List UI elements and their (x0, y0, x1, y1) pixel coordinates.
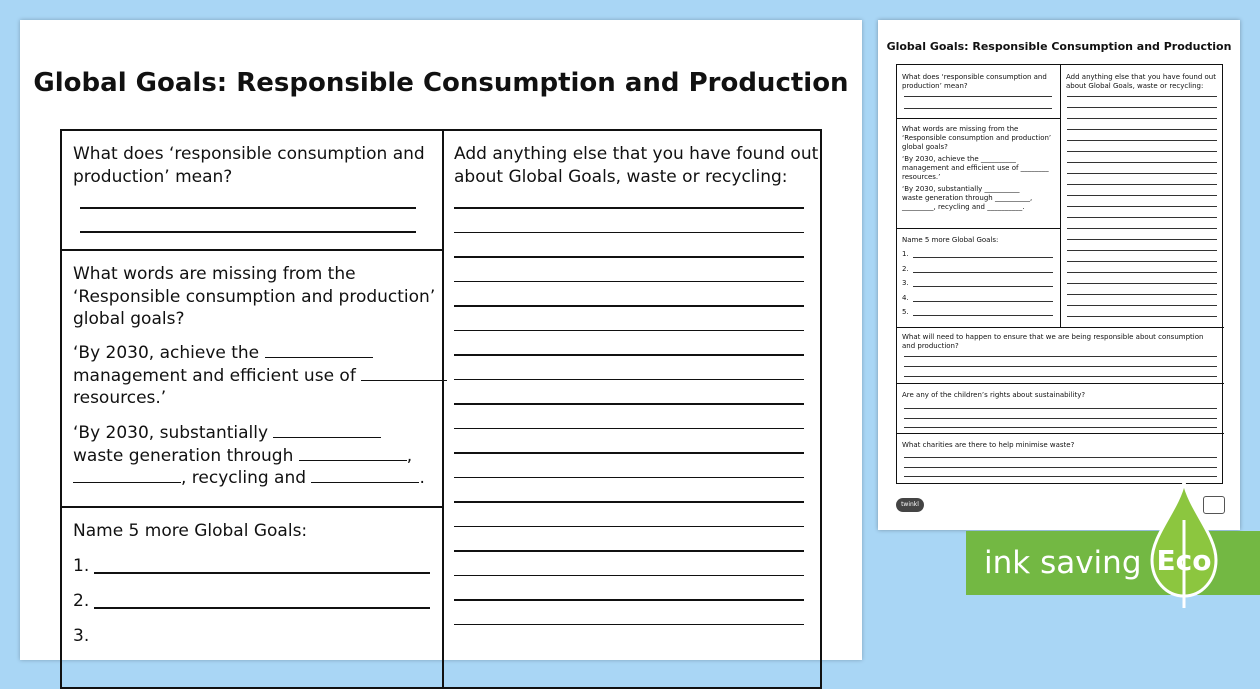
answer-line[interactable] (94, 607, 430, 609)
answer-line (1067, 316, 1217, 317)
ink-saving-label: ink saving (984, 545, 1142, 581)
goal-number: 3. (73, 626, 90, 646)
answer-line[interactable] (454, 354, 804, 356)
answer-line[interactable] (454, 624, 804, 626)
answer-line (913, 272, 1053, 273)
answer-line[interactable] (454, 477, 804, 479)
answer-line[interactable] (454, 256, 804, 258)
answer-line[interactable] (454, 379, 804, 381)
question-line: management and efficient use of ________ (902, 164, 1049, 172)
question-line: ‘By 2030, substantially __________ (902, 185, 1020, 193)
answer-line (1067, 294, 1217, 295)
thumbnail-question: Name 5 more Global Goals: (902, 236, 999, 244)
question-anything-else (454, 143, 818, 188)
goal-number: 1. (902, 250, 909, 258)
sentence-text: . (419, 468, 425, 488)
thumbnail-question (902, 125, 1051, 212)
row-divider (897, 228, 1060, 229)
answer-line (1067, 118, 1217, 119)
thumbnail-title: Global Goals: Responsible Consumption and Production (886, 40, 1232, 53)
answer-line[interactable] (454, 232, 804, 234)
answer-line (904, 408, 1217, 409)
eco-leaf-icon (1148, 480, 1220, 610)
sentence-text: , (406, 445, 413, 466)
answer-line (913, 301, 1053, 302)
answer-line (1067, 107, 1217, 108)
row-divider (897, 433, 1224, 434)
answer-line (904, 376, 1217, 377)
question-missing-words (73, 263, 435, 331)
thumbnail-question: Are any of the children’s rights about sustainability? (902, 391, 1086, 399)
goal-number: 2. (902, 264, 909, 273)
question-line: and production? (902, 342, 959, 350)
goal-number: 4. (902, 293, 909, 302)
answer-line (1067, 195, 1217, 196)
row-divider (897, 383, 1224, 384)
answer-line (904, 96, 1052, 97)
answer-line (1067, 140, 1217, 141)
answer-line (904, 108, 1052, 109)
answer-line (1067, 173, 1217, 174)
answer-line[interactable] (454, 281, 804, 283)
goal-number: 1. (73, 556, 90, 576)
answer-line[interactable] (454, 599, 804, 601)
question-more-goals: Name 5 more Global Goals: (73, 521, 308, 541)
row-divider (62, 506, 442, 508)
answer-line (1067, 228, 1217, 229)
question-line: What words are missing from the (73, 264, 356, 284)
answer-line[interactable] (80, 231, 416, 233)
worksheet-title: Global Goals: Responsible Consumption and Production (33, 68, 849, 98)
sentence-text: waste generation through (73, 445, 294, 466)
row-divider (897, 327, 1224, 328)
question-line: _________, recycling and __________. (902, 203, 1025, 211)
answer-line[interactable] (454, 330, 804, 332)
answer-line[interactable] (454, 207, 804, 209)
goal-number: 2. (73, 591, 90, 611)
answer-line (913, 286, 1053, 287)
question-line: resources.’ (902, 173, 941, 181)
row-divider (897, 118, 1060, 119)
answer-line (1067, 184, 1217, 185)
question-line: What does ‘responsible consumption and (902, 73, 1047, 81)
answer-line[interactable] (454, 550, 804, 552)
answer-line[interactable] (80, 207, 416, 209)
question-line: ‘Responsible consumption and production’ (73, 286, 436, 307)
answer-line[interactable] (454, 305, 804, 307)
answer-line (1067, 96, 1217, 97)
worksheet-thumbnail (878, 20, 1240, 530)
twinkl-logo: twinkl (896, 498, 924, 512)
question-line: Add anything else that you have found out (1066, 73, 1216, 81)
blank-field[interactable] (311, 468, 419, 483)
thumbnail-table (896, 64, 1223, 484)
blank-field[interactable] (73, 468, 181, 483)
answer-line[interactable] (454, 428, 804, 430)
answer-line (1067, 305, 1217, 306)
blank-field[interactable] (265, 343, 373, 358)
answer-line (904, 356, 1217, 357)
sentence-text: management and efficient use of (73, 365, 356, 386)
sentence-two (73, 422, 425, 490)
question-line: What will need to happen to ensure that we are being responsible about consumption (902, 333, 1204, 341)
answer-line[interactable] (94, 572, 430, 574)
sentence-text: ‘By 2030, achieve the (73, 343, 260, 363)
blank-field[interactable] (299, 446, 407, 461)
eco-badge: Eco (1156, 544, 1212, 577)
worksheet-table (60, 129, 822, 689)
question-meaning (73, 143, 425, 188)
answer-line (1067, 261, 1217, 262)
row-divider (62, 249, 442, 251)
answer-line (904, 476, 1217, 477)
thumbnail-question: What charities are there to help minimise waste? (902, 441, 1075, 449)
question-line: production’ mean? (902, 82, 968, 90)
answer-line (904, 366, 1217, 367)
question-line: about Global Goals, waste or recycling: (454, 166, 788, 187)
question-line: global goals? (902, 143, 948, 151)
question-line: What does ‘responsible consumption and (73, 144, 425, 164)
blank-field[interactable] (273, 423, 381, 438)
answer-line (1067, 250, 1217, 251)
answer-line (1067, 272, 1217, 273)
question-line: What words are missing from the (902, 125, 1019, 133)
answer-line[interactable] (454, 403, 804, 405)
answer-line (913, 315, 1053, 316)
thumbnail-question (902, 73, 1047, 91)
answer-line (1067, 206, 1217, 207)
question-line: ‘Responsible consumption and production’ (902, 134, 1052, 142)
answer-line (913, 257, 1053, 258)
answer-line (1067, 283, 1217, 284)
sentence-text: resources.’ (73, 388, 167, 408)
sentence-text: ‘By 2030, substantially (73, 423, 269, 443)
question-line: about Global Goals, waste or recycling: (1066, 82, 1204, 90)
sentence-one (73, 342, 447, 410)
answer-line[interactable] (454, 501, 804, 503)
answer-line (1067, 151, 1217, 152)
question-line: global goals? (73, 309, 185, 329)
answer-line (1067, 129, 1217, 130)
answer-line (1067, 217, 1217, 218)
column-divider (1060, 65, 1061, 327)
worksheet-page (20, 20, 862, 660)
answer-line (904, 418, 1217, 419)
question-line: waste generation through __________, (902, 194, 1033, 202)
question-line: ‘By 2030, achieve the __________ (902, 155, 1016, 163)
question-line: production’ mean? (73, 166, 233, 187)
answer-line (904, 457, 1217, 458)
answer-line (1067, 239, 1217, 240)
goal-number: 5. (902, 308, 909, 316)
answer-line (904, 467, 1217, 468)
thumbnail-question (1066, 73, 1216, 91)
sentence-text: , recycling and (181, 468, 307, 488)
goal-number: 3. (902, 279, 909, 287)
question-line: Add anything else that you have found out (454, 144, 819, 164)
blank-field[interactable] (361, 366, 447, 381)
answer-line[interactable] (454, 575, 804, 577)
answer-line (904, 427, 1217, 428)
answer-line[interactable] (454, 526, 804, 528)
thumbnail-question (902, 333, 1203, 351)
answer-line (1067, 162, 1217, 163)
answer-line[interactable] (454, 452, 804, 454)
